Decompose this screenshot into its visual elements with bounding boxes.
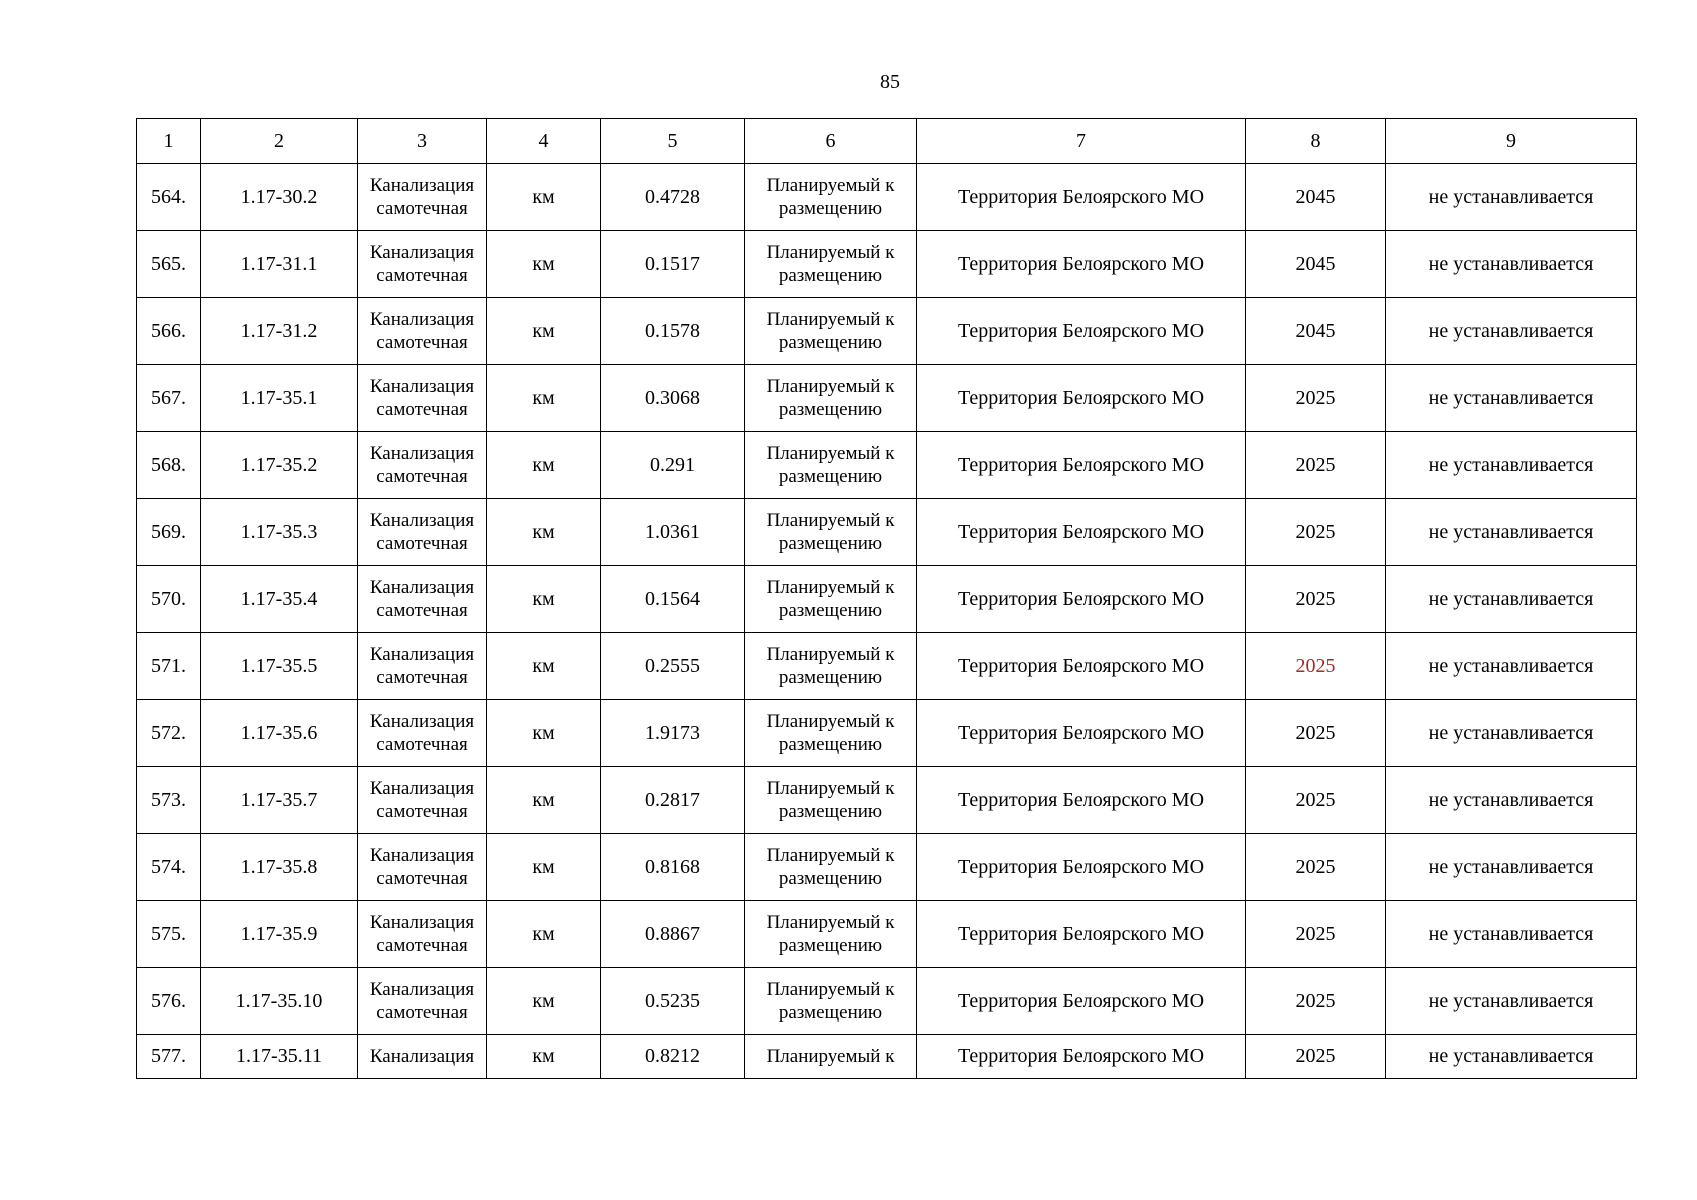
status-cell xyxy=(745,164,917,231)
year-cell: 2025 xyxy=(1246,968,1386,1035)
object-name-line-1: Канализация xyxy=(369,510,475,531)
object-name-line-1: Канализация xyxy=(369,309,475,330)
unit-cell: км xyxy=(487,231,601,298)
unit-cell: км xyxy=(487,834,601,901)
object-code-cell: 1.17-35.1 xyxy=(201,365,358,432)
zone-cell: не устанавливается xyxy=(1386,968,1637,1035)
status-line-1: Планируемый к xyxy=(766,376,895,397)
unit-cell: км xyxy=(487,968,601,1035)
object-code-cell: 1.17-35.3 xyxy=(201,499,358,566)
row-number-cell: 570. xyxy=(137,566,201,633)
status-line-1: Планируемый к xyxy=(766,845,895,866)
unit-cell: км xyxy=(487,1035,601,1079)
status-line-1: Планируемый к xyxy=(766,510,895,531)
object-name-line-1: Канализация xyxy=(369,443,475,464)
status-line-1: Планируемый к xyxy=(766,644,895,665)
object-name-line-1: Канализация xyxy=(369,711,475,732)
status-line-2: размещению xyxy=(778,935,883,956)
object-name-line-2: самотечная xyxy=(376,198,468,219)
column-header: 2 xyxy=(201,119,358,164)
unit-cell: км xyxy=(487,164,601,231)
object-name-line-1: Канализация xyxy=(369,242,475,263)
year-cell: 2025 xyxy=(1246,834,1386,901)
value-cell: 0.8168 xyxy=(601,834,745,901)
zone-cell: не устанавливается xyxy=(1386,298,1637,365)
zone-cell: не устанавливается xyxy=(1386,834,1637,901)
location-cell: Территория Белоярского МО xyxy=(917,633,1246,700)
status-line-1: Планируемый к xyxy=(766,577,895,598)
object-code-cell: 1.17-35.4 xyxy=(201,566,358,633)
status-line-1: Планируемый к xyxy=(766,309,895,330)
table-row xyxy=(137,298,1637,365)
row-number-cell: 565. xyxy=(137,231,201,298)
row-number-cell: 576. xyxy=(137,968,201,1035)
value-cell: 0.4728 xyxy=(601,164,745,231)
unit-cell: км xyxy=(487,700,601,767)
status-cell xyxy=(745,499,917,566)
unit-cell: км xyxy=(487,432,601,499)
column-header: 5 xyxy=(601,119,745,164)
object-code-cell: 1.17-30.2 xyxy=(201,164,358,231)
status-line-1: Планируемый к xyxy=(766,912,895,933)
location-cell: Территория Белоярского МО xyxy=(917,298,1246,365)
location-cell: Территория Белоярского МО xyxy=(917,499,1246,566)
table-row xyxy=(137,499,1637,566)
unit-cell: км xyxy=(487,901,601,968)
object-code-cell: 1.17-35.2 xyxy=(201,432,358,499)
zone-cell: не устанавливается xyxy=(1386,633,1637,700)
objects-table xyxy=(136,118,1637,1079)
row-number-cell: 577. xyxy=(137,1035,201,1079)
object-name-line-1: Канализация xyxy=(369,644,475,665)
object-name-cell xyxy=(358,365,487,432)
row-number-cell: 569. xyxy=(137,499,201,566)
year-cell: 2045 xyxy=(1246,164,1386,231)
table-header-row xyxy=(137,119,1637,164)
row-number-cell: 564. xyxy=(137,164,201,231)
zone-cell: не устанавливается xyxy=(1386,231,1637,298)
object-name-cell xyxy=(358,566,487,633)
zone-cell: не устанавливается xyxy=(1386,566,1637,633)
status-cell xyxy=(745,633,917,700)
status-cell xyxy=(745,298,917,365)
status-line-2: размещению xyxy=(778,466,883,487)
location-cell: Территория Белоярского МО xyxy=(917,231,1246,298)
year-cell: 2025 xyxy=(1246,767,1386,834)
object-code-cell: 1.17-35.6 xyxy=(201,700,358,767)
status-cell xyxy=(745,834,917,901)
location-cell: Территория Белоярского МО xyxy=(917,432,1246,499)
column-header: 8 xyxy=(1246,119,1386,164)
value-cell: 0.8867 xyxy=(601,901,745,968)
object-name-cell xyxy=(358,834,487,901)
table-row xyxy=(137,834,1637,901)
unit-cell: км xyxy=(487,767,601,834)
object-code-cell: 1.17-35.11 xyxy=(201,1035,358,1079)
status-cell xyxy=(745,700,917,767)
status-line-1: Планируемый к xyxy=(766,778,895,799)
object-name-cell xyxy=(358,432,487,499)
column-header: 1 xyxy=(137,119,201,164)
status-line-2: размещению xyxy=(778,198,883,219)
table-row xyxy=(137,767,1637,834)
status-line-2: размещению xyxy=(778,734,883,755)
year-cell: 2045 xyxy=(1246,298,1386,365)
year-cell: 2025 xyxy=(1246,566,1386,633)
object-name-line-2: самотечная xyxy=(376,667,468,688)
location-cell: Территория Белоярского МО xyxy=(917,767,1246,834)
row-number-cell: 572. xyxy=(137,700,201,767)
column-header: 4 xyxy=(487,119,601,164)
table-row xyxy=(137,566,1637,633)
zone-cell: не устанавливается xyxy=(1386,499,1637,566)
object-name-line-1: Канализация xyxy=(369,912,475,933)
status-line-2: размещению xyxy=(778,1002,883,1023)
object-name-cell xyxy=(358,231,487,298)
object-code-cell: 1.17-35.7 xyxy=(201,767,358,834)
object-name-line-1: Канализация xyxy=(369,376,475,397)
location-cell: Территория Белоярского МО xyxy=(917,901,1246,968)
object-name-line-2: самотечная xyxy=(376,935,468,956)
object-name-line-1: Канализация xyxy=(369,577,475,598)
object-name-cell xyxy=(358,700,487,767)
object-name-line-1: Канализация xyxy=(369,1046,475,1067)
status-cell xyxy=(745,432,917,499)
unit-cell: км xyxy=(487,365,601,432)
year-cell: 2045 xyxy=(1246,231,1386,298)
table-row xyxy=(137,1035,1637,1079)
object-name-line-1: Канализация xyxy=(369,979,475,1000)
row-number-cell: 568. xyxy=(137,432,201,499)
zone-cell: не устанавливается xyxy=(1386,901,1637,968)
year-cell: 2025 xyxy=(1246,432,1386,499)
location-cell: Территория Белоярского МО xyxy=(917,700,1246,767)
status-cell xyxy=(745,901,917,968)
value-cell: 0.1517 xyxy=(601,231,745,298)
object-name-line-2: самотечная xyxy=(376,734,468,755)
unit-cell: км xyxy=(487,298,601,365)
column-header: 6 xyxy=(745,119,917,164)
object-code-cell: 1.17-35.9 xyxy=(201,901,358,968)
zone-cell: не устанавливается xyxy=(1386,1035,1637,1079)
object-name-cell xyxy=(358,1035,487,1079)
object-name-cell xyxy=(358,164,487,231)
object-name-line-2: самотечная xyxy=(376,868,468,889)
object-name-line-1: Канализация xyxy=(369,845,475,866)
table-body xyxy=(137,119,1637,1079)
value-cell: 0.1564 xyxy=(601,566,745,633)
status-line-2: размещению xyxy=(778,600,883,621)
object-name-cell xyxy=(358,298,487,365)
row-number-cell: 571. xyxy=(137,633,201,700)
location-cell: Территория Белоярского МО xyxy=(917,365,1246,432)
year-cell: 2025 xyxy=(1246,633,1386,700)
value-cell: 0.3068 xyxy=(601,365,745,432)
status-line-2: размещению xyxy=(778,399,883,420)
zone-cell: не устанавливается xyxy=(1386,365,1637,432)
row-number-cell: 566. xyxy=(137,298,201,365)
row-number-cell: 574. xyxy=(137,834,201,901)
object-name-cell xyxy=(358,499,487,566)
status-line-2: размещению xyxy=(778,667,883,688)
object-name-cell xyxy=(358,633,487,700)
column-header: 3 xyxy=(358,119,487,164)
status-cell xyxy=(745,365,917,432)
object-name-line-1: Канализация xyxy=(369,778,475,799)
year-cell: 2025 xyxy=(1246,1035,1386,1079)
status-cell xyxy=(745,231,917,298)
row-number-cell: 573. xyxy=(137,767,201,834)
status-line-2: размещению xyxy=(778,801,883,822)
location-cell: Территория Белоярского МО xyxy=(917,566,1246,633)
object-code-cell: 1.17-35.10 xyxy=(201,968,358,1035)
status-line-2: размещению xyxy=(778,533,883,554)
object-name-line-2: самотечная xyxy=(376,801,468,822)
status-cell xyxy=(745,767,917,834)
unit-cell: км xyxy=(487,499,601,566)
table-row xyxy=(137,968,1637,1035)
table-row xyxy=(137,633,1637,700)
status-line-1: Планируемый к xyxy=(766,979,895,1000)
location-cell: Территория Белоярского МО xyxy=(917,1035,1246,1079)
status-line-2: размещению xyxy=(778,265,883,286)
object-code-cell: 1.17-35.5 xyxy=(201,633,358,700)
year-cell: 2025 xyxy=(1246,365,1386,432)
status-cell xyxy=(745,566,917,633)
object-name-line-2: самотечная xyxy=(376,466,468,487)
object-name-cell xyxy=(358,767,487,834)
table-row xyxy=(137,901,1637,968)
object-name-line-2: самотечная xyxy=(376,533,468,554)
object-code-cell: 1.17-31.1 xyxy=(201,231,358,298)
object-code-cell: 1.17-35.8 xyxy=(201,834,358,901)
status-line-1: Планируемый к xyxy=(766,1046,895,1067)
year-cell: 2025 xyxy=(1246,499,1386,566)
column-header: 7 xyxy=(917,119,1246,164)
zone-cell: не устанавливается xyxy=(1386,432,1637,499)
column-header: 9 xyxy=(1386,119,1637,164)
status-cell xyxy=(745,968,917,1035)
value-cell: 0.291 xyxy=(601,432,745,499)
status-line-1: Планируемый к xyxy=(766,711,895,732)
value-cell: 0.1578 xyxy=(601,298,745,365)
status-line-1: Планируемый к xyxy=(766,175,895,196)
unit-cell: км xyxy=(487,633,601,700)
status-line-1: Планируемый к xyxy=(766,443,895,464)
table-row xyxy=(137,231,1637,298)
zone-cell: не устанавливается xyxy=(1386,767,1637,834)
year-cell: 2025 xyxy=(1246,700,1386,767)
table-row xyxy=(137,700,1637,767)
status-line-1: Планируемый к xyxy=(766,242,895,263)
object-name-line-1: Канализация xyxy=(369,175,475,196)
object-name-line-2: самотечная xyxy=(376,600,468,621)
zone-cell: не устанавливается xyxy=(1386,700,1637,767)
page-number: 85 xyxy=(880,71,900,93)
object-name-line-2: самотечная xyxy=(376,265,468,286)
location-cell: Территория Белоярского МО xyxy=(917,834,1246,901)
value-cell: 0.8212 xyxy=(601,1035,745,1079)
object-name-line-2: самотечная xyxy=(376,332,468,353)
object-name-line-2: самотечная xyxy=(376,399,468,420)
unit-cell: км xyxy=(487,566,601,633)
table-row xyxy=(137,432,1637,499)
status-cell xyxy=(745,1035,917,1079)
object-code-cell: 1.17-31.2 xyxy=(201,298,358,365)
value-cell: 0.2555 xyxy=(601,633,745,700)
location-cell: Территория Белоярского МО xyxy=(917,968,1246,1035)
status-line-2: размещению xyxy=(778,868,883,889)
value-cell: 0.2817 xyxy=(601,767,745,834)
table-row xyxy=(137,164,1637,231)
zone-cell: не устанавливается xyxy=(1386,164,1637,231)
object-name-line-2: самотечная xyxy=(376,1002,468,1023)
value-cell: 0.5235 xyxy=(601,968,745,1035)
object-name-cell xyxy=(358,968,487,1035)
row-number-cell: 575. xyxy=(137,901,201,968)
object-name-cell xyxy=(358,901,487,968)
location-cell: Территория Белоярского МО xyxy=(917,164,1246,231)
value-cell: 1.0361 xyxy=(601,499,745,566)
year-cell: 2025 xyxy=(1246,901,1386,968)
table-row xyxy=(137,365,1637,432)
value-cell: 1.9173 xyxy=(601,700,745,767)
status-line-2: размещению xyxy=(778,332,883,353)
row-number-cell: 567. xyxy=(137,365,201,432)
